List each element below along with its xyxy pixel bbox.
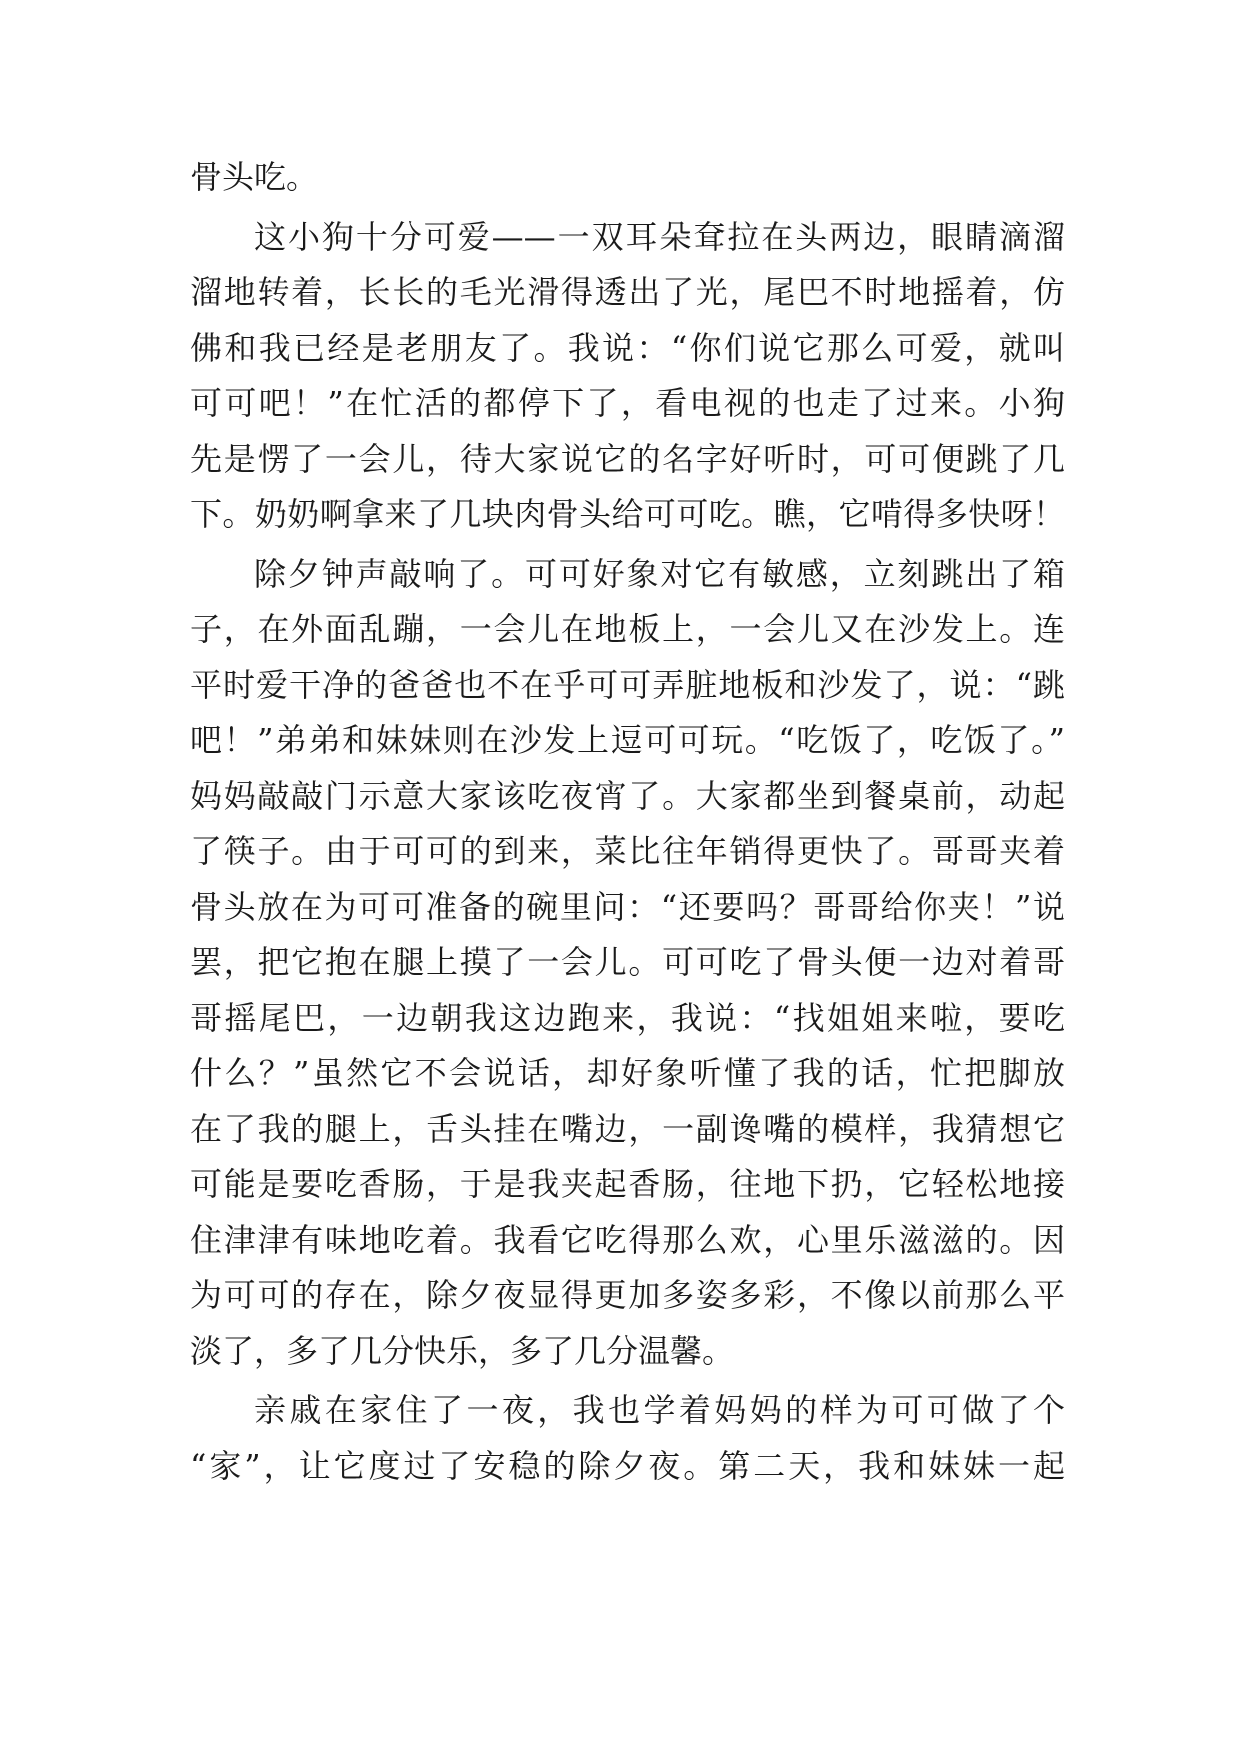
text-line: 溜地转着，长长的毛光滑得透出了光，尾巴不时地摇着，仿 (190, 273, 1065, 311)
text-line: 妈妈敲敲门示意大家该吃夜宵了。大家都坐到餐桌前，动起 (190, 776, 1065, 815)
text-line: 了筷子。由于可可的到来，菜比往年销得更快了。哥哥夹着 (190, 832, 1065, 870)
paragraph-2 (190, 210, 1065, 543)
paragraph-3 (190, 547, 1065, 1380)
text-line: 骨头放在为可可准备的碗里问：“还要吗？哥哥给你夹！”说 (190, 887, 1065, 926)
text-line: 在了我的腿上，舌头挂在嘴边，一副谗嘴的模样，我猜想它 (190, 1109, 1065, 1148)
text-line: 这小狗十分可爱——一双耳朵耷拉在头两边，眼睛滴溜 (254, 217, 1065, 256)
text-line: “家”，让它度过了安稳的除夕夜。第二天，我和妹妹一起 (190, 1446, 1065, 1485)
text-line: 为可可的存在，除夕夜显得更加多姿多彩，不像以前那么平 (190, 1276, 1065, 1314)
paragraph-1 (190, 150, 1065, 206)
text-line: 什么？”虽然它不会说话，却好象听懂了我的话，忙把脚放 (190, 1054, 1065, 1092)
text-line: 佛和我已经是老朋友了。我说：“你们说它那么可爱，就叫 (190, 328, 1065, 367)
text-line: 子，在外面乱蹦，一会儿在地板上，一会儿又在沙发上。连 (190, 610, 1065, 648)
text-line: 除夕钟声敲响了。可可好象对它有敏感，立刻跳出了箱 (254, 554, 1065, 593)
document-body (190, 150, 1065, 1494)
text-line: 淡了，多了几分快乐，多了几分温馨。 (190, 1331, 735, 1370)
paragraph-4 (190, 1383, 1065, 1494)
text-line: 亲戚在家住了一夜，我也学着妈妈的样为可可做了个 (254, 1391, 1065, 1429)
text-line: 罢，把它抱在腿上摸了一会儿。可可吃了骨头便一边对着哥 (190, 943, 1065, 981)
text-line: 先是愣了一会儿，待大家说它的名字好听时，可可便跳了几 (190, 439, 1065, 478)
text-line: 哥摇尾巴，一边朝我这边跑来，我说：“找姐姐来啦，要吃 (190, 998, 1065, 1037)
text-line: 骨头吃。 (190, 158, 319, 196)
text-line: 可可吧！”在忙活的都停下了，看电视的也走了过来。小狗 (190, 384, 1065, 422)
text-line: 可能是要吃香肠，于是我夹起香肠，往地下扔，它轻松地接 (190, 1165, 1065, 1203)
text-line: 下。奶奶啊拿来了几块肉骨头给可可吃。瞧，它啃得多快呀！ (190, 495, 1065, 533)
text-line: 吧！”弟弟和妹妹则在沙发上逗可可玩。“吃饭了，吃饭了。” (190, 721, 1065, 759)
text-line: 平时爱干净的爸爸也不在乎可可弄脏地板和沙发了，说：“跳 (190, 665, 1065, 704)
text-line: 住津津有味地吃着。我看它吃得那么欢，心里乐滋滋的。因 (190, 1220, 1065, 1259)
